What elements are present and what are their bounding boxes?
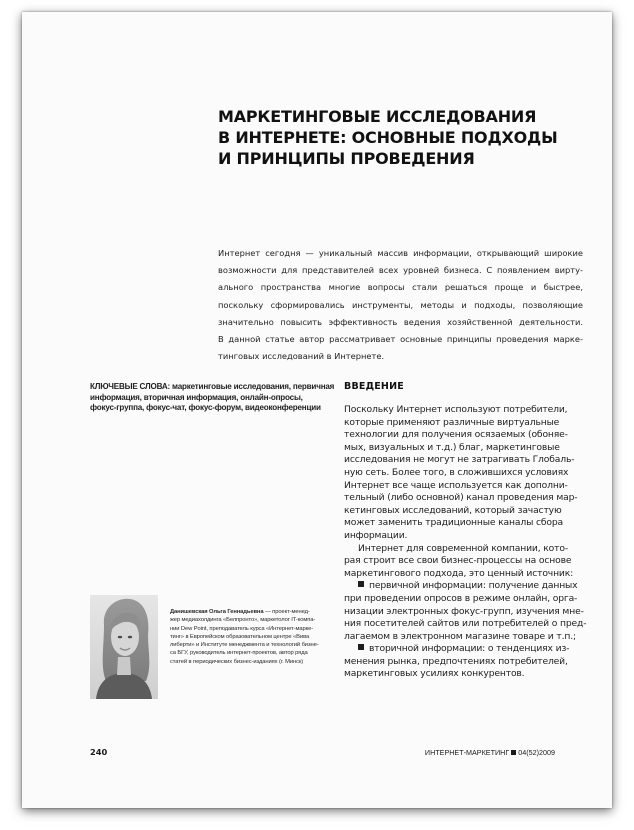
bio-line: тинг» в Европейском образовательном центре «Вива xyxy=(170,633,310,640)
bio-text: — проект-менед- xyxy=(263,609,310,615)
body-line: Интернет для современной компании, кото- xyxy=(358,542,568,554)
keywords-line: информация, вторичная информация, онлайн-опросы, xyxy=(90,392,303,402)
bullet-text: вторичной информации: о тенденциях из- xyxy=(369,643,570,655)
lead-line: ального пространства многие вопросы стали решаться проще и быстрее, xyxy=(218,282,583,293)
keywords-line: фокус-группа, фокус-чат, фокус-форум, видеоконференции xyxy=(90,403,321,413)
body-line: тельный (либо основной) канал проведения мар- xyxy=(344,492,578,504)
body-line: ную сеть. Более того, в сложившихся условиях xyxy=(344,466,569,478)
body-line: маркетингового подхода, это ценный источник: xyxy=(344,567,574,579)
author-portrait-image xyxy=(90,595,158,699)
author-photo xyxy=(90,595,158,699)
magazine-name: ИНТЕРНЕТ-МАРКЕТИНГ xyxy=(424,748,510,757)
body-line: которые применяют различные виртуальные xyxy=(344,416,560,428)
body-paragraph xyxy=(344,404,592,543)
lead-line: тинговых исследований в Интернете. xyxy=(218,351,385,362)
bullet-square-icon xyxy=(358,581,364,587)
body-line: мых, визуальных и т.д.) благ, маркетинговые xyxy=(344,441,560,453)
bullet-square-icon xyxy=(358,644,364,650)
square-separator-icon xyxy=(511,750,516,755)
lead-line: Интернет сегодня — уникальный массив информации, открывающий широкие xyxy=(218,248,583,258)
body-line: Поскольку Интернет используют потребители, xyxy=(344,404,568,415)
body-line: Интернет все чаще используется как дополни- xyxy=(344,479,568,491)
body-line: маркетинговых усилиях конкурентов. xyxy=(344,668,525,680)
bio-line: жер медиахолдинга «Белпронто», маркетолог IT-компа- xyxy=(170,617,316,624)
bullet-text: первичной информации: получение данных xyxy=(369,580,578,592)
article-lead xyxy=(218,245,583,365)
keywords-line: КЛЮЧЕВЫЕ СЛОВА: маркетинговые исследования, первичная xyxy=(90,382,335,391)
body-line: менения рынка, предпочтениях потребителей, xyxy=(344,655,568,667)
body-line: информации. xyxy=(344,529,408,541)
title-line: В ИНТЕРНЕТЕ: ОСНОВНЫЕ ПОДХОДЫ xyxy=(218,128,558,147)
body-line: низации электронных фокус-групп, изучения мне- xyxy=(344,605,584,617)
lead-line: В данной статье автор рассматривает основные принципы проведения марке- xyxy=(218,334,583,345)
page-number: 240 xyxy=(90,747,108,757)
body-line: может заменить традиционные каналы сбора xyxy=(344,517,564,529)
title-line: МАРКЕТИНГОВЫЕ ИССЛЕДОВАНИЯ xyxy=(218,107,537,126)
issue-number: 04(52)2009 xyxy=(518,748,555,757)
keywords-block xyxy=(90,382,335,414)
body-line: ния посетителей сайтов или потребителей о пред- xyxy=(344,618,587,630)
body-line: технологии для получения осязаемых (обоняе- xyxy=(344,429,568,441)
bio-line: са БГУ, руководитель интернет-проектов, автор ряда xyxy=(170,650,308,657)
bio-line xyxy=(170,608,335,616)
page-sheet xyxy=(22,12,612,808)
body-paragraph xyxy=(344,543,592,581)
author-name: Данишевская Ольга Геннадьевна xyxy=(170,609,264,615)
article-title xyxy=(218,106,557,169)
author-bio xyxy=(170,608,335,666)
bio-line: статей в периодических бизнес-изданиях (г. Минск) xyxy=(170,658,304,665)
body-line: исследования не могут не затрагивать Глобаль- xyxy=(344,454,575,466)
bio-line: либерти» и Институте менеджмента и технологий бизне- xyxy=(170,642,319,649)
body-line: рая строит все свои бизнес-процессы на основе xyxy=(344,555,572,567)
issue-info xyxy=(425,748,555,757)
lead-line: поскольку сформировались инструменты, методы и подходы, позволяющие xyxy=(218,299,583,310)
body-line xyxy=(344,580,592,593)
lead-line: возможности для представителей всех уровней бизнеса. С появлением вирту- xyxy=(218,265,583,276)
body-text-column xyxy=(344,404,592,681)
body-line xyxy=(344,643,592,656)
bio-line: нии Dew Point, преподаватель курса «Интернет-марке- xyxy=(170,625,314,632)
bullet-item xyxy=(344,643,592,681)
title-line: И ПРИНЦИПЫ ПРОВЕДЕНИЯ xyxy=(218,149,475,168)
body-line: при проведении опросов в режиме онлайн, орга- xyxy=(344,592,578,604)
body-line: лагаемом в электронном магазине товаре и т.п.; xyxy=(344,630,576,642)
body-line: кетинговых исследований, который зачастую xyxy=(344,504,562,516)
bullet-item xyxy=(344,580,592,643)
lead-line: значительно повысить эффективность ведения хозяйственной деятельности. xyxy=(218,316,583,327)
section-heading: ВВЕДЕНИЕ xyxy=(344,381,404,392)
